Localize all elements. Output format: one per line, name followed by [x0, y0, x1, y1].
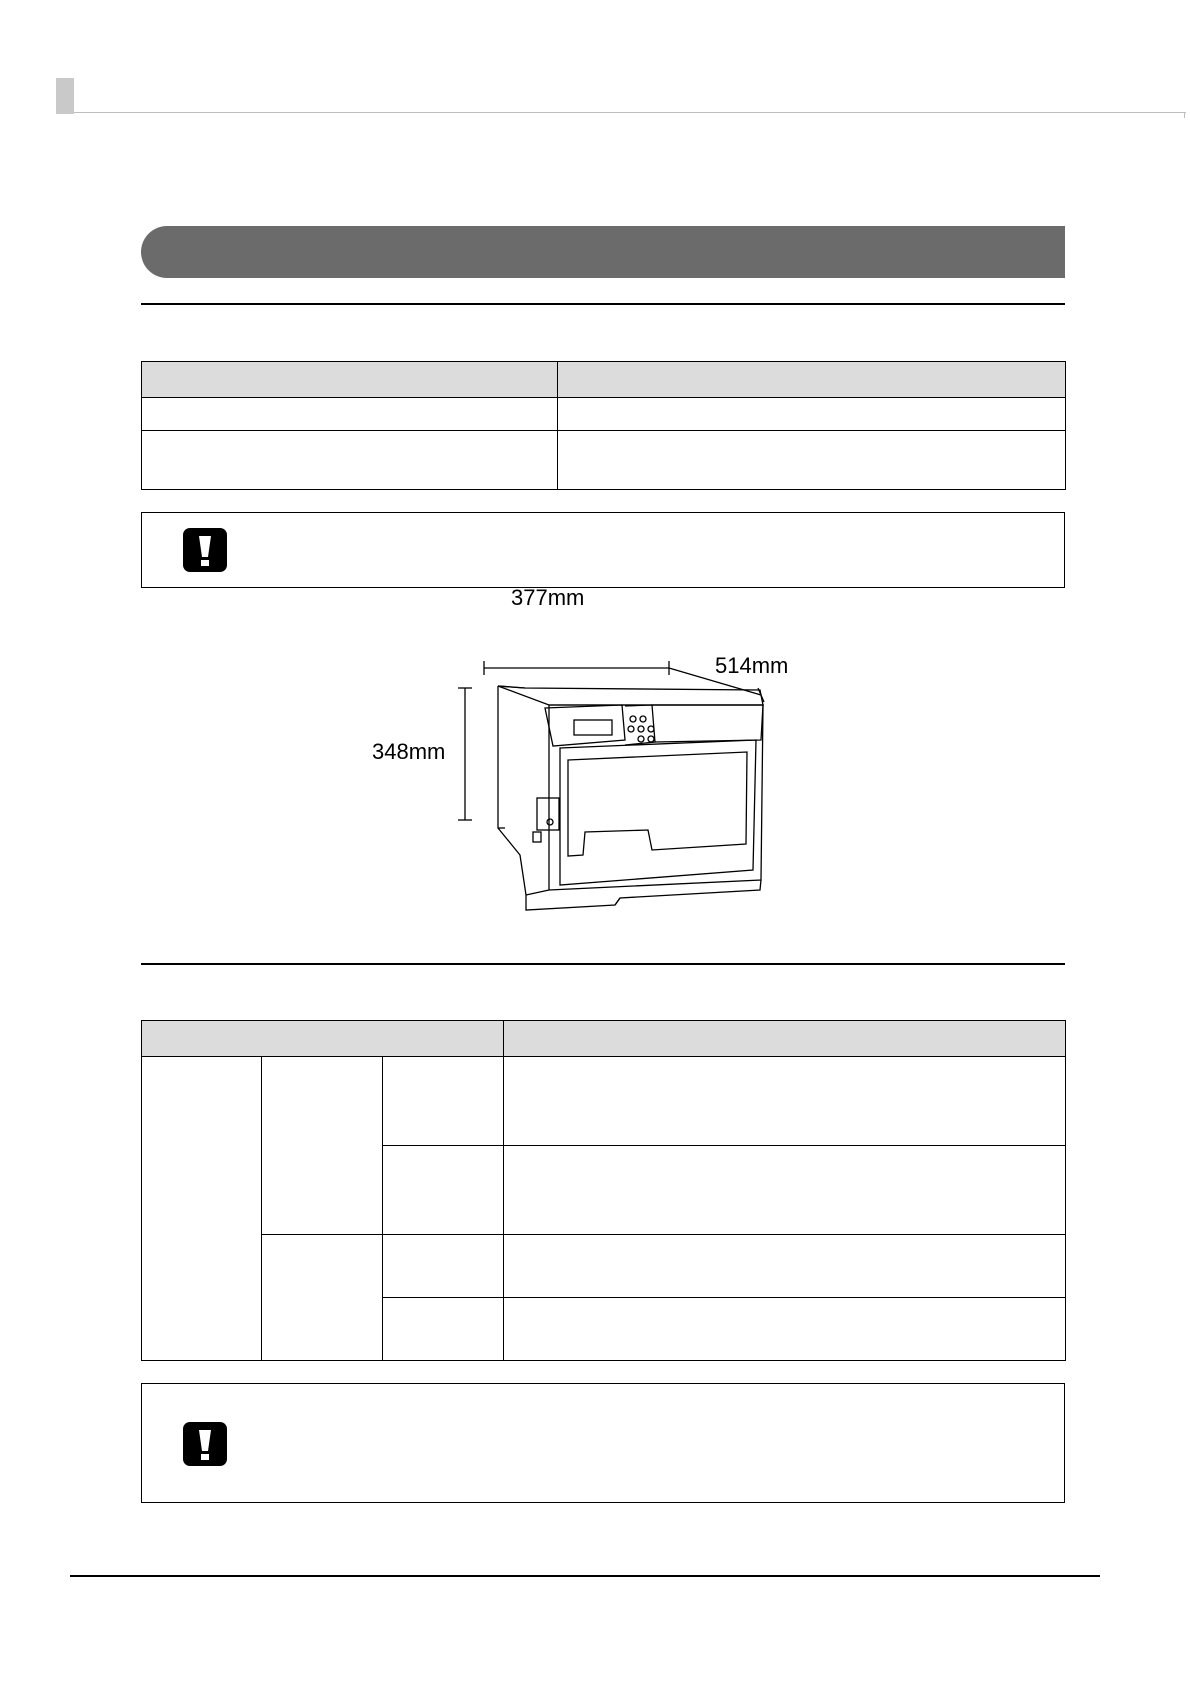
caution-note-2: [141, 1383, 1065, 1503]
height-dimension-label: 348mm: [372, 739, 446, 764]
caution-note-1: [141, 512, 1065, 588]
table-row: [142, 1057, 1066, 1146]
printer-body: [498, 686, 763, 910]
table-cell: [262, 1235, 383, 1361]
table-row: [142, 398, 1066, 431]
table-header-cell: [142, 362, 558, 398]
table-cell: [142, 431, 558, 490]
table-row: [142, 1235, 1066, 1298]
table-cell: [383, 1298, 504, 1361]
subsection-rule-1: [141, 303, 1065, 305]
header-tab-marker: [56, 78, 74, 114]
table-header-cell: [142, 1021, 504, 1057]
header-rule: [74, 112, 1186, 113]
table-cell: [262, 1057, 383, 1235]
depth-dimension-label: 514mm: [715, 653, 789, 678]
table-header-cell: [504, 1021, 1066, 1057]
caution-icon: [183, 1422, 227, 1466]
table-cell: [504, 1057, 1066, 1146]
spec-table-2: [141, 1020, 1066, 1361]
table-cell: [383, 1057, 504, 1146]
table-cell: [142, 398, 558, 431]
footer-rule: [70, 1575, 1100, 1577]
table-cell: [383, 1146, 504, 1235]
table-cell: [504, 1298, 1066, 1361]
spec-table-1: [141, 361, 1066, 490]
table-cell: [504, 1235, 1066, 1298]
width-dimension-label: 377mm: [511, 585, 585, 610]
table-cell: [142, 1057, 262, 1361]
caution-icon: [183, 528, 227, 572]
header-rule-tick: [1184, 112, 1185, 118]
table-cell: [504, 1146, 1066, 1235]
height-dimension-line: [458, 688, 472, 820]
table-cell: [558, 431, 1066, 490]
printer-dimension-figure: [355, 600, 835, 930]
table-header-row: [142, 1021, 1066, 1057]
table-row: [142, 431, 1066, 490]
table-header-row: [142, 362, 1066, 398]
subsection-rule-2: [141, 963, 1065, 965]
section-banner: [141, 226, 1065, 278]
table-cell: [383, 1235, 504, 1298]
table-header-cell: [558, 362, 1066, 398]
table-cell: [558, 398, 1066, 431]
width-dimension-line: [484, 661, 669, 675]
